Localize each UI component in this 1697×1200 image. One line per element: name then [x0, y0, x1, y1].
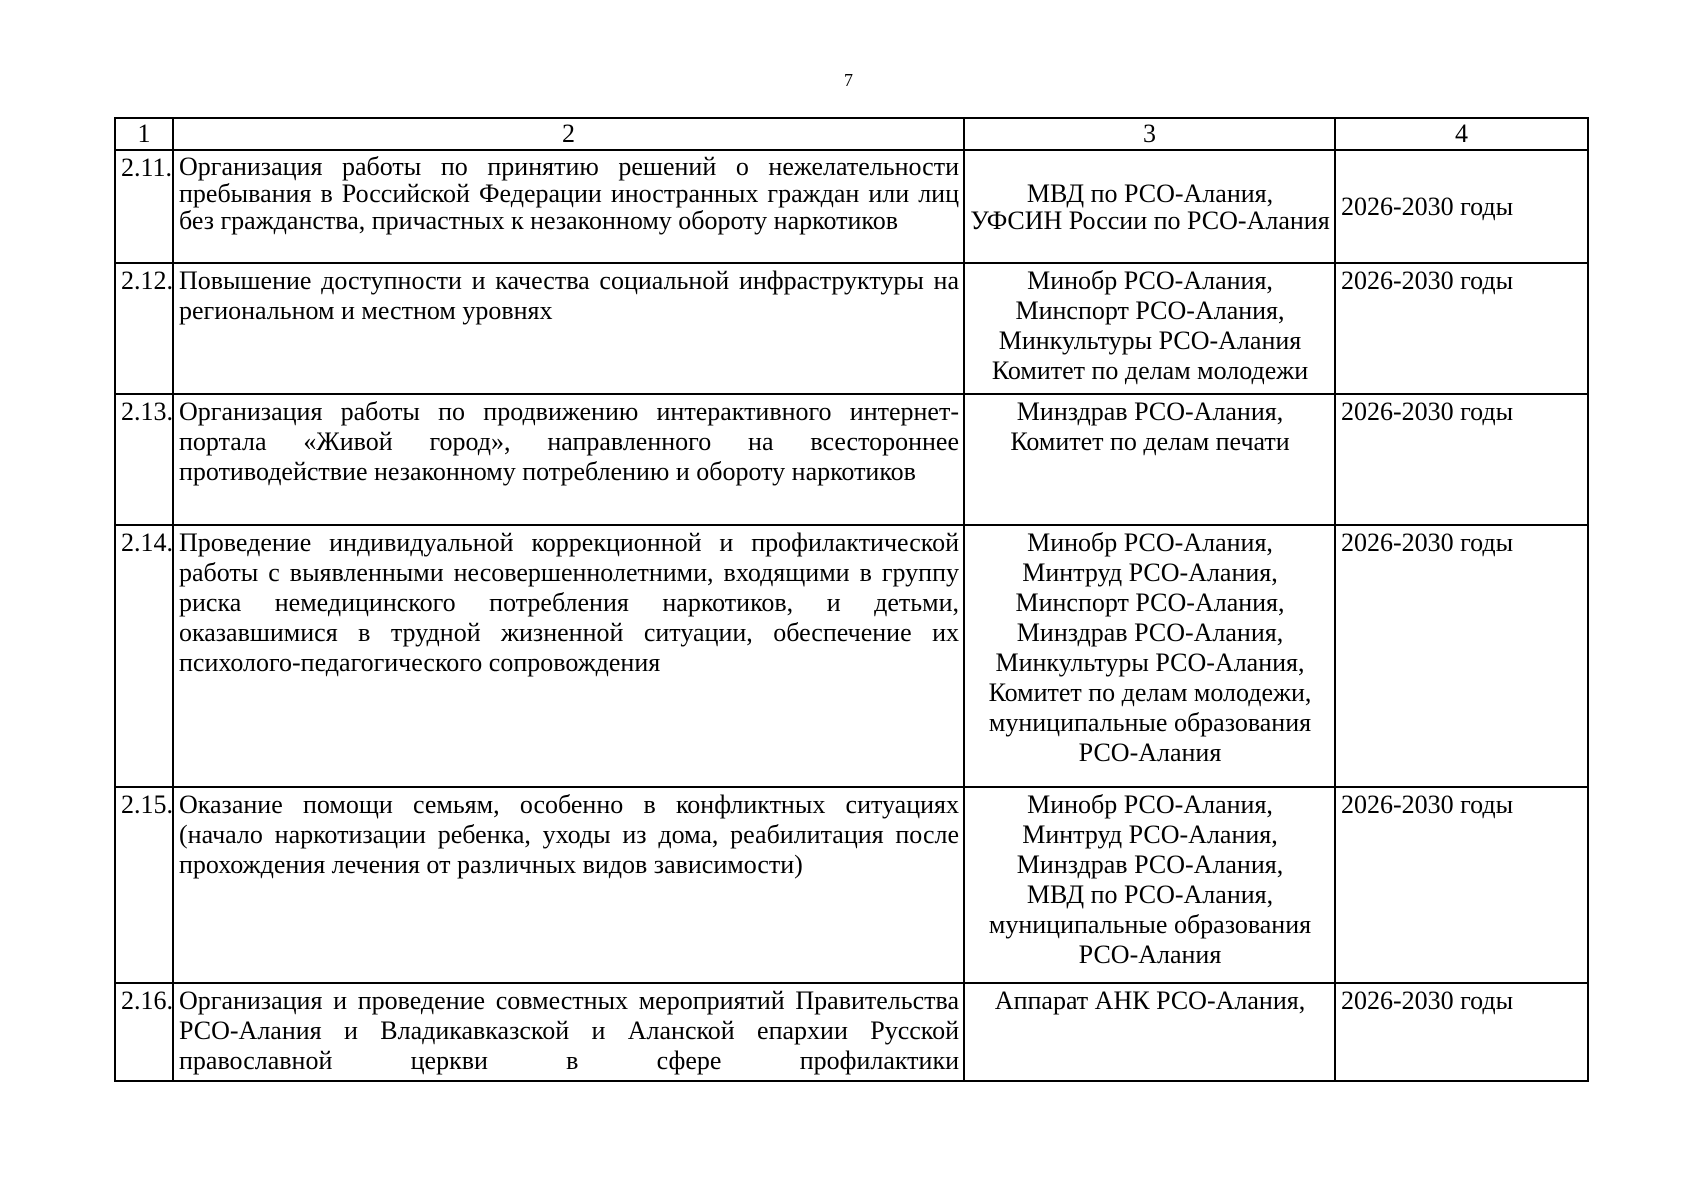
measure-description: Организация работы по принятию решений о нежелательности пребывания в Российской Федерации иностранных граждан или лиц без гражданства, причастных к незаконному обороту наркотиков: [173, 150, 964, 263]
executor-line: Минздрав РСО-Алания,: [1016, 397, 1284, 426]
row-number: 2.16.: [115, 983, 173, 1081]
executor-line: МВД по РСО-Алания,: [1026, 178, 1274, 208]
executor-line: Минздрав РСО-Алания,: [1016, 618, 1284, 647]
header-col-1: 1: [115, 118, 173, 150]
executor-line: муниципальные образования: [988, 708, 1312, 737]
executors-cell: [964, 263, 1335, 394]
header-col-2: 2: [173, 118, 964, 150]
executors-cell: [964, 394, 1335, 525]
executor-line: Минспорт РСО-Алания,: [1015, 296, 1285, 325]
row-number: 2.12.: [115, 263, 173, 394]
executor-line: Комитет по делам молодежи: [991, 356, 1309, 385]
executor-line: МВД по РСО-Алания,: [1026, 880, 1274, 909]
row-number: 2.15.: [115, 787, 173, 983]
row-number: 2.11.: [115, 150, 173, 263]
executor-line: муниципальные образования: [988, 910, 1312, 939]
executor-line: РСО-Алания: [1078, 940, 1222, 969]
table-row: [115, 263, 1588, 394]
term-cell: 2026-2030 годы: [1335, 787, 1588, 983]
executor-line: Минкультуры РСО-Алания,: [995, 648, 1305, 677]
executor-line: РСО-Алания: [1078, 738, 1222, 767]
term-cell: 2026-2030 годы: [1335, 525, 1588, 787]
executor-line: Аппарат АНК РСО-Алания,: [994, 986, 1306, 1015]
table-header-row: [115, 118, 1588, 150]
row-number: 2.14.: [115, 525, 173, 787]
executor-line: Минобр РСО-Алания,: [1027, 266, 1273, 295]
executors-cell: [964, 525, 1335, 787]
term-cell: 2026-2030 годы: [1335, 983, 1588, 1081]
executors-cell: [964, 787, 1335, 983]
term-cell: 2026-2030 годы: [1335, 150, 1588, 263]
executor-line: Комитет по делам печати: [1010, 427, 1290, 456]
measures-table: [114, 117, 1589, 1082]
term-cell: 2026-2030 годы: [1335, 263, 1588, 394]
executors-cell: [964, 983, 1335, 1081]
executor-line: Минкультуры РСО-Алания: [998, 326, 1302, 355]
table-row: [115, 983, 1588, 1081]
executors-cell: [964, 150, 1335, 263]
measure-description: Проведение индивидуальной коррекционной и профилактической работы с выявленными несовершеннолетними, входящими в группу риска немедицинского потребления наркотиков, и детьми, оказавшимися в трудной жизненной ситуации, обеспечение их психолого-педагогического сопровождения: [173, 525, 964, 787]
table-row: [115, 394, 1588, 525]
table-row: [115, 787, 1588, 983]
header-col-4: 4: [1335, 118, 1588, 150]
measure-description: Организация работы по продвижению интерактивного интернет-портала «Живой город», направленного на всестороннее противодействие незаконному потреблению и обороту наркотиков: [173, 394, 964, 525]
measure-description: Повышение доступности и качества социальной инфраструктуры на региональном и местном уровнях: [173, 263, 964, 394]
table-row: [115, 150, 1588, 263]
executor-line: УФСИН России по РСО-Алания: [970, 205, 1330, 235]
row-number: 2.13.: [115, 394, 173, 525]
executor-line: Минспорт РСО-Алания,: [1015, 588, 1285, 617]
measure-description: Организация и проведение совместных мероприятий Правительства РСО-Алания и Владикавказской и Аланской епархии Русской православной церкви в сфере профилактики: [173, 983, 964, 1081]
page-number: 7: [844, 70, 853, 90]
executor-line: Минобр РСО-Алания,: [1027, 528, 1273, 557]
executor-line: Минздрав РСО-Алания,: [1016, 850, 1284, 879]
executor-line: Комитет по делам молодежи,: [988, 678, 1312, 707]
header-col-3: 3: [964, 118, 1335, 150]
executor-line: Минтруд РСО-Алания,: [1022, 820, 1278, 849]
executor-line: Минобр РСО-Алания,: [1027, 790, 1273, 819]
executor-line: Минтруд РСО-Алания,: [1022, 558, 1278, 587]
measure-description: Оказание помощи семьям, особенно в конфликтных ситуациях (начало наркотизации ребенка, уходы из дома, реабилитация после прохождения лечения от различных видов зависимости): [173, 787, 964, 983]
term-cell: 2026-2030 годы: [1335, 394, 1588, 525]
table-row: [115, 525, 1588, 787]
